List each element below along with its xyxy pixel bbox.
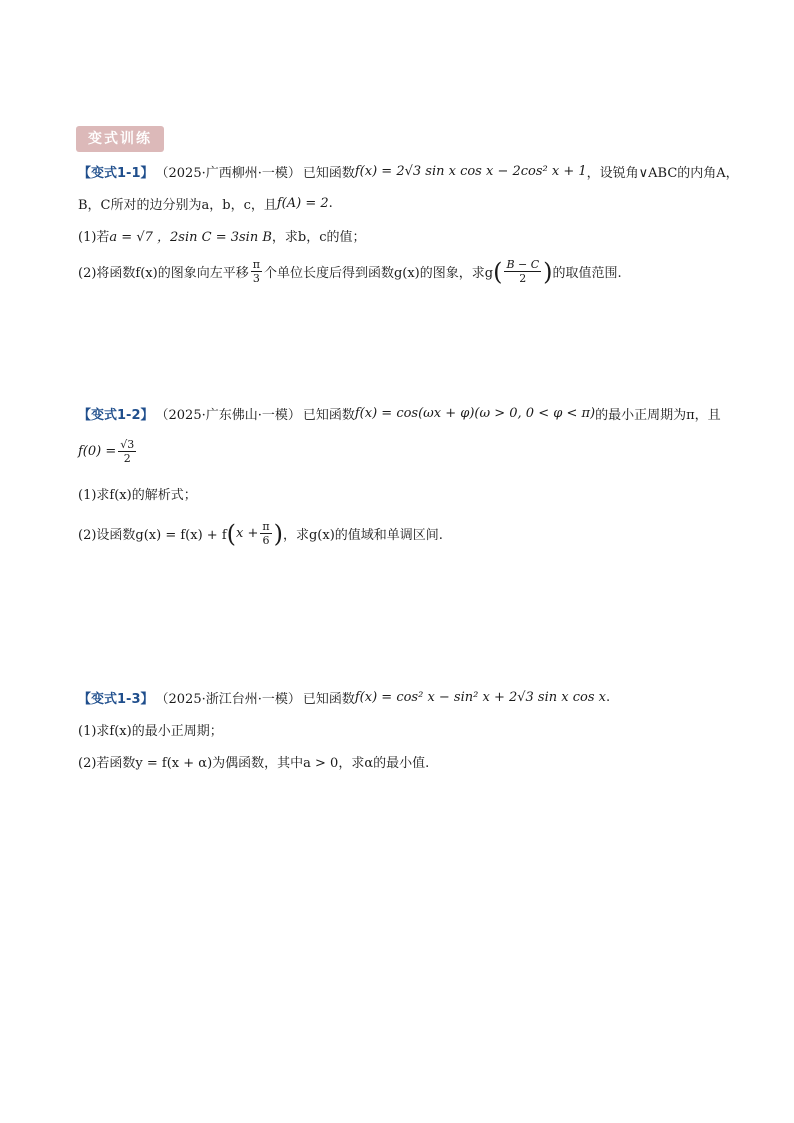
text: ，求g(x)的值域和单调区间.	[282, 528, 443, 543]
text: (2)将函数f(x)的图象向左平移	[78, 266, 249, 281]
text: 已知函数	[302, 692, 355, 707]
left-paren: (	[493, 257, 503, 286]
fraction-den: 2	[519, 272, 527, 285]
fraction-num: π	[262, 520, 270, 533]
right-paren: )	[273, 519, 283, 548]
fraction	[118, 438, 136, 465]
problem-source: （2025·浙江台州·一模）	[155, 692, 301, 707]
formula: f(x) = cos(ωx + φ)(ω > 0, 0 < φ < π)	[354, 406, 596, 421]
problem-1-1-line-3	[78, 226, 366, 245]
text: .	[605, 690, 611, 705]
text: (1)若	[78, 230, 110, 245]
text: 的取值范围.	[552, 266, 622, 281]
fraction-num: π	[252, 258, 260, 271]
problem-1-2-line-4	[78, 520, 443, 547]
problem-1-1-line-2	[78, 194, 333, 213]
text: ，求b，c的值；	[271, 230, 366, 245]
problem-1-2-line-1	[78, 404, 721, 423]
fraction	[504, 258, 541, 285]
problem-1-3-line-1	[78, 688, 610, 707]
text: (2)设函数g(x) = f(x) + f	[78, 528, 227, 543]
text: B，C所对的边分别为a，b，c，且	[78, 198, 277, 213]
fraction-den: 6	[262, 534, 270, 547]
right-paren: )	[543, 257, 553, 286]
formula: f(x) = cos² x − sin² x + 2√3 sin x cos x	[354, 690, 606, 705]
problem-1-1-line-4	[78, 258, 622, 285]
formula: a = √7 ，2sin C = 3sin B	[109, 230, 272, 245]
left-paren: (	[226, 519, 236, 548]
fraction-num: B − C	[506, 258, 540, 271]
problem-1-1-line-1	[78, 162, 739, 181]
text: ，设锐角∨ABC的内角A，	[586, 166, 739, 181]
problem-source: （2025·广西柳州·一模）	[155, 166, 301, 181]
formula: f(x) = 2√3 sin x cos x − 2cos² x + 1	[354, 164, 587, 179]
text: .	[328, 196, 333, 211]
fraction	[251, 258, 262, 285]
text: 已知函数	[302, 408, 355, 423]
text: 个单位长度后得到函数g(x)的图象，求g	[263, 266, 494, 281]
formula: f(A) = 2	[276, 196, 329, 211]
problem-1-3-line-2	[78, 720, 223, 739]
text: (2)若函数y = f(x + α)为偶函数，其中a > 0，求α的最小值.	[78, 756, 430, 771]
formula: x +	[236, 526, 259, 541]
problem-tag: 【变式1-2】	[78, 408, 154, 423]
text: (1)求f(x)的最小正周期；	[78, 724, 223, 739]
section-badge: 变式训练	[76, 126, 164, 152]
formula: f(0) =	[78, 444, 117, 459]
fraction-den: 2	[123, 452, 131, 465]
text: 已知函数	[302, 166, 355, 181]
text: 的最小正周期为π，且	[595, 408, 721, 423]
text: (1)求f(x)的解析式；	[78, 488, 197, 503]
fraction	[260, 520, 271, 547]
fraction-num: √3	[120, 438, 135, 451]
problem-tag: 【变式1-1】	[78, 166, 154, 181]
problem-1-2-line-2	[78, 438, 138, 465]
problem-source: （2025·广东佛山·一模）	[155, 408, 301, 423]
problem-1-3-line-3	[78, 752, 429, 771]
problem-tag: 【变式1-3】	[78, 692, 154, 707]
problem-1-2-line-3	[78, 484, 197, 503]
fraction-den: 3	[252, 272, 260, 285]
